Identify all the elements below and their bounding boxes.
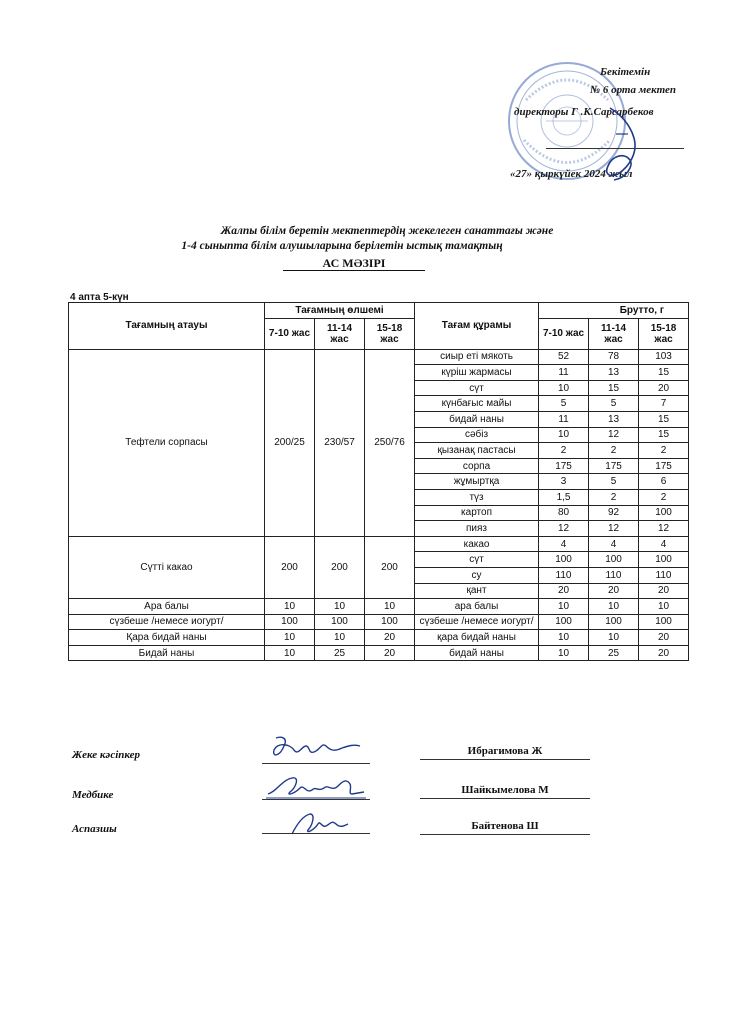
portion-age2-cell: 230/57 xyxy=(315,349,365,536)
menu-table xyxy=(68,302,689,661)
gross-age3-cell: 20 xyxy=(639,380,689,396)
gross-age1-cell: 5 xyxy=(539,396,589,412)
gross-age3-cell: 100 xyxy=(639,505,689,521)
gross-age2-cell: 25 xyxy=(589,645,639,661)
dish-name-cell: Бидай наны xyxy=(69,645,265,661)
gross-age2-cell: 12 xyxy=(589,427,639,443)
gross-age2-cell: 175 xyxy=(589,458,639,474)
gross-age1-cell: 80 xyxy=(539,505,589,521)
gross-age2-cell: 15 xyxy=(589,380,639,396)
signature-line-cook xyxy=(262,833,370,834)
portion-age3-cell: 10 xyxy=(365,599,415,615)
header-portion-age3: 15-18 жас xyxy=(365,318,415,349)
header-gross-age2: 11-14 жас xyxy=(589,318,639,349)
gross-age3-cell: 6 xyxy=(639,474,689,490)
cook-signature xyxy=(262,806,372,840)
ingredient-name-cell: түз xyxy=(415,489,539,505)
gross-age2-cell: 10 xyxy=(589,630,639,646)
gross-age2-cell: 78 xyxy=(589,349,639,365)
ingredient-name-cell: ара балы xyxy=(415,599,539,615)
gross-age3-cell: 15 xyxy=(639,365,689,381)
header-portion-age1: 7-10 жас xyxy=(265,318,315,349)
menu-title-main xyxy=(0,256,726,271)
portion-age3-cell: 100 xyxy=(365,614,415,630)
approval-date: «27» қыркүйек 2024 жыл xyxy=(510,168,633,180)
gross-age1-cell: 100 xyxy=(539,552,589,568)
ingredient-name-cell: қара бидай наны xyxy=(415,630,539,646)
ingredient-name-cell: жұмыртқа xyxy=(415,474,539,490)
gross-age2-cell: 10 xyxy=(589,599,639,615)
gross-age2-cell: 13 xyxy=(589,411,639,427)
gross-age3-cell: 10 xyxy=(639,599,689,615)
portion-age1-cell: 100 xyxy=(265,614,315,630)
approval-director: директоры Г .К.Сарсарбеков xyxy=(514,106,654,118)
dish-name-cell: Сүтті какао xyxy=(69,536,265,598)
entrepreneur-signature xyxy=(262,730,372,764)
gross-age3-cell: 20 xyxy=(639,645,689,661)
ingredient-name-cell: сүзбеше /немесе иогурт/ xyxy=(415,614,539,630)
gross-age3-cell: 100 xyxy=(639,552,689,568)
ingredient-name-cell: какао xyxy=(415,536,539,552)
gross-age1-cell: 10 xyxy=(539,645,589,661)
gross-age1-cell: 10 xyxy=(539,630,589,646)
gross-age1-cell: 4 xyxy=(539,536,589,552)
ingredient-name-cell: сүт xyxy=(415,380,539,396)
gross-age2-cell: 5 xyxy=(589,396,639,412)
portion-age1-cell: 200/25 xyxy=(265,349,315,536)
name-line-nurse xyxy=(420,798,590,799)
gross-age3-cell: 100 xyxy=(639,614,689,630)
header-portion-age2: 11-14 жас xyxy=(315,318,365,349)
dish-name-cell: Ара балы xyxy=(69,599,265,615)
dish-name-cell: Қара бидай наны xyxy=(69,630,265,646)
portion-age2-cell: 200 xyxy=(315,536,365,598)
gross-age2-cell: 100 xyxy=(589,552,639,568)
gross-age2-cell: 5 xyxy=(589,474,639,490)
gross-age2-cell: 13 xyxy=(589,365,639,381)
ingredient-name-cell: сорпа xyxy=(415,458,539,474)
gross-age3-cell: 12 xyxy=(639,521,689,537)
signature-role-entrepreneur: Жеке кәсіпкер xyxy=(72,749,141,761)
menu-title-line1: Жалпы білім беретін мектептердің жекелеген санаттағы және xyxy=(220,225,554,237)
ingredient-name-cell: сиыр еті мякоть xyxy=(415,349,539,365)
menu-title-text: АС МӘЗІРІ xyxy=(283,256,426,271)
gross-age2-cell: 100 xyxy=(589,614,639,630)
ingredient-name-cell: бидай наны xyxy=(415,645,539,661)
portion-age2-cell: 100 xyxy=(315,614,365,630)
gross-age1-cell: 10 xyxy=(539,427,589,443)
gross-age1-cell: 100 xyxy=(539,614,589,630)
name-line-cook xyxy=(420,834,590,835)
gross-age3-cell: 15 xyxy=(639,411,689,427)
approval-school: № 6 орта мектеп xyxy=(590,84,676,96)
header-gross-age3: 15-18 жас xyxy=(639,318,689,349)
gross-age1-cell: 10 xyxy=(539,380,589,396)
gross-age1-cell: 52 xyxy=(539,349,589,365)
gross-age3-cell: 2 xyxy=(639,489,689,505)
gross-age3-cell: 175 xyxy=(639,458,689,474)
ingredient-name-cell: сүт xyxy=(415,552,539,568)
portion-age2-cell: 10 xyxy=(315,630,365,646)
ingredient-name-cell: күнбағыс майы xyxy=(415,396,539,412)
portion-age1-cell: 10 xyxy=(265,645,315,661)
gross-age1-cell: 11 xyxy=(539,365,589,381)
portion-age2-cell: 25 xyxy=(315,645,365,661)
gross-age3-cell: 20 xyxy=(639,630,689,646)
signature-name-nurse: Шайкымелова М xyxy=(461,784,549,796)
table-row xyxy=(69,645,689,661)
table-row xyxy=(69,599,689,615)
approval-approve-label: Бекітемін xyxy=(600,66,651,78)
gross-age1-cell: 2 xyxy=(539,443,589,459)
gross-age1-cell: 110 xyxy=(539,567,589,583)
header-composition: Тағам құрамы xyxy=(415,303,539,350)
gross-age1-cell: 11 xyxy=(539,411,589,427)
ingredient-name-cell: бидай наны xyxy=(415,411,539,427)
portion-age1-cell: 10 xyxy=(265,599,315,615)
portion-age3-cell: 200 xyxy=(365,536,415,598)
gross-age1-cell: 20 xyxy=(539,583,589,599)
portion-age3-cell: 250/76 xyxy=(365,349,415,536)
ingredient-name-cell: сәбіз xyxy=(415,427,539,443)
gross-age1-cell: 1,5 xyxy=(539,489,589,505)
gross-age2-cell: 4 xyxy=(589,536,639,552)
ingredient-name-cell: су xyxy=(415,567,539,583)
header-gross-age1: 7-10 жас xyxy=(539,318,589,349)
header-dish: Тағамның атауы xyxy=(69,303,265,350)
ingredient-name-cell: қант xyxy=(415,583,539,599)
signature-name-cook: Байтенова Ш xyxy=(471,820,539,832)
header-gross: Брутто, г xyxy=(539,303,689,319)
gross-age2-cell: 110 xyxy=(589,567,639,583)
week-day-label: 4 апта 5-күн xyxy=(70,292,129,303)
name-line-entrepreneur xyxy=(420,759,590,760)
gross-age3-cell: 15 xyxy=(639,427,689,443)
gross-age2-cell: 2 xyxy=(589,443,639,459)
ingredient-name-cell: пияз xyxy=(415,521,539,537)
header-portion: Тағамның өлшемі xyxy=(265,303,415,319)
gross-age1-cell: 3 xyxy=(539,474,589,490)
portion-age1-cell: 200 xyxy=(265,536,315,598)
portion-age3-cell: 20 xyxy=(365,630,415,646)
portion-age3-cell: 20 xyxy=(365,645,415,661)
menu-table-body xyxy=(69,349,689,661)
gross-age1-cell: 10 xyxy=(539,599,589,615)
ingredient-name-cell: қызанақ пастасы xyxy=(415,443,539,459)
gross-age2-cell: 92 xyxy=(589,505,639,521)
signature-name-entrepreneur: Ибрагимова Ж xyxy=(467,745,543,757)
director-signature xyxy=(590,104,646,184)
gross-age3-cell: 2 xyxy=(639,443,689,459)
table-row xyxy=(69,614,689,630)
ingredient-name-cell: картоп xyxy=(415,505,539,521)
gross-age3-cell: 20 xyxy=(639,583,689,599)
dish-name-cell: сүзбеше /немесе иогурт/ xyxy=(69,614,265,630)
menu-title-line2: 1-4 сыныпта білім алушыларына берілетін ыстық тамақтың xyxy=(181,240,503,252)
table-row xyxy=(69,630,689,646)
signature-role-nurse: Медбике xyxy=(72,789,114,801)
gross-age1-cell: 12 xyxy=(539,521,589,537)
gross-age3-cell: 103 xyxy=(639,349,689,365)
portion-age1-cell: 10 xyxy=(265,630,315,646)
signature-line-nurse xyxy=(262,799,370,800)
ingredient-name-cell: күріш жармасы xyxy=(415,365,539,381)
gross-age1-cell: 175 xyxy=(539,458,589,474)
gross-age2-cell: 12 xyxy=(589,521,639,537)
table-header-row xyxy=(69,303,689,319)
table-row xyxy=(69,349,689,365)
dish-name-cell: Тефтели сорпасы xyxy=(69,349,265,536)
gross-age3-cell: 7 xyxy=(639,396,689,412)
gross-age2-cell: 2 xyxy=(589,489,639,505)
gross-age3-cell: 110 xyxy=(639,567,689,583)
signature-role-cook: Аспазшы xyxy=(72,823,117,835)
gross-age3-cell: 4 xyxy=(639,536,689,552)
table-row xyxy=(69,536,689,552)
gross-age2-cell: 20 xyxy=(589,583,639,599)
portion-age2-cell: 10 xyxy=(315,599,365,615)
signature-line-entrepreneur xyxy=(262,763,370,764)
